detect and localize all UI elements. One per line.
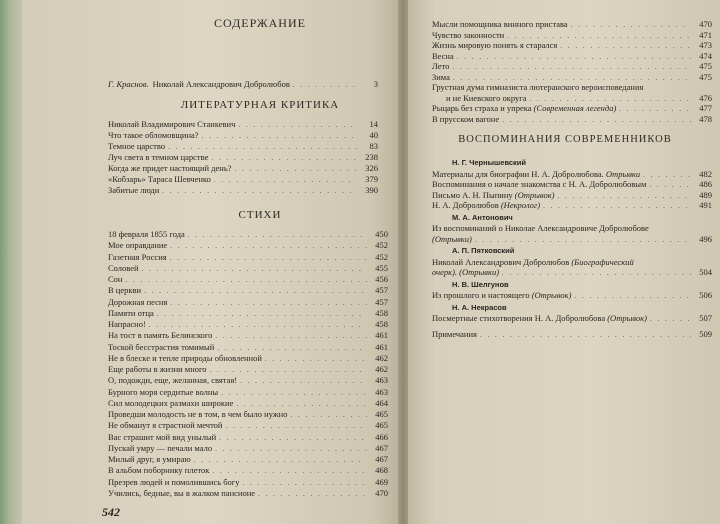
toc-entry-page: 475 (699, 61, 712, 71)
toc-entry[interactable] (108, 329, 388, 341)
toc-entry-title: Учились, бедные, вы в жалком пансионе (108, 487, 256, 498)
toc-entry-notes[interactable] (432, 328, 712, 340)
toc-entry-page: 3 (373, 79, 378, 89)
memoir-author: М. А. Антонович (452, 212, 513, 222)
toc-entry[interactable] (108, 284, 388, 296)
memoirs-heading: ВОСПОМИНАНИЯ СОВРЕМЕННИКОВ (458, 134, 672, 145)
toc-entry-page: 450 (375, 229, 388, 239)
toc-entry-title: Мое оправдание (108, 240, 168, 251)
toc-entry-page: 461 (375, 341, 388, 352)
toc-entry[interactable] (432, 233, 712, 245)
toc-entry-title: Когда же придет настоящий день? (108, 163, 232, 173)
toc-entry[interactable] (108, 431, 388, 443)
toc-entry[interactable] (108, 419, 388, 431)
toc-entry-page: 471 (699, 29, 712, 40)
memoir-author: Н. Г. Чернышевский (452, 158, 527, 167)
toc-entry[interactable] (108, 464, 388, 476)
toc-entry[interactable] (432, 289, 712, 301)
toc-entry-title: Сил молодецких размахи широкие (108, 397, 234, 408)
dot-leader (475, 234, 691, 245)
toc-entry[interactable] (108, 487, 388, 499)
toc-entry-page: 470 (375, 487, 388, 498)
toc-entry-title: Памяти отца (108, 307, 154, 318)
toc-entry-title: Николай Владимирович Станкевич (108, 119, 236, 129)
toc-entry-title: Рыцарь без страха и упрека (Современная легенда) (432, 103, 617, 113)
toc-entry-page: 507 (699, 313, 712, 323)
toc-entry-page: 491 (699, 200, 712, 210)
criticism-heading: ЛИТЕРАТУРНАЯ КРИТИКА (180, 99, 340, 111)
toc-entry-title: Н. А. Добролюбов (Некролог) (432, 200, 541, 210)
toc-entry-title: Письмо А. Н. Пыпину (Отрывок) (432, 189, 555, 200)
memoir-author: А. П. Пятковский (452, 246, 515, 255)
poems-heading: СТИХИ (238, 209, 282, 221)
toc-entry-page: 475 (699, 71, 712, 82)
toc-entry-title: Забитые люди (108, 185, 160, 195)
toc-entry[interactable] (108, 352, 388, 364)
toc-entry-page: 40 (369, 130, 378, 140)
toc-entry[interactable] (432, 312, 712, 324)
toc-entry-page: 467 (375, 454, 388, 464)
toc-entry-page: 238 (365, 152, 378, 162)
toc-entry-title: Чувство законности (432, 29, 505, 40)
toc-entry[interactable] (108, 273, 388, 285)
toc-entry-page: 14 (369, 119, 378, 129)
dot-leader (574, 290, 691, 301)
toc-entry-page: 509 (699, 329, 712, 339)
toc-entry-page: 390 (365, 185, 378, 195)
toc-entry-page: 458 (375, 319, 388, 329)
toc-entry-title: Темное царство (108, 141, 166, 151)
toc-entry-page: 326 (365, 163, 378, 173)
toc-entry-title: Что такое обломовщина? (108, 130, 199, 140)
toc-entry-page: 482 (699, 168, 712, 179)
toc-entry-title: Бурного моря сердитые волны (108, 386, 219, 397)
toc-entry[interactable] (108, 386, 388, 398)
dot-leader (543, 200, 691, 211)
dot-leader (162, 185, 357, 196)
toc-entry-title: Проведши молодость не в том, в чем было нужно (108, 409, 288, 419)
toc-entry[interactable] (432, 199, 712, 211)
toc-entry-line: Николай Александрович Добролюбов (Биографический (432, 256, 634, 267)
toc-entry-page: 379 (365, 174, 378, 184)
dot-leader (502, 267, 691, 278)
toc-entry-title: Не в блеске и тепле природы обновленной (108, 352, 262, 363)
toc-entry-page: 496 (699, 233, 712, 244)
toc-entry-title: Николай Александрович Добролюбов (152, 79, 290, 89)
toc-entry-page: 83 (369, 141, 378, 151)
toc-entry-intro[interactable] (108, 78, 378, 90)
toc-entry-page: 470 (699, 19, 712, 29)
toc-entry-title: Не обманут я страстной мечтой (108, 420, 223, 431)
toc-entry-page: 486 (699, 179, 712, 189)
toc-entry-author: Г. Краснов. (108, 79, 149, 89)
toc-entry-title: «Кобзарь» Тараса Шевченко (108, 174, 211, 184)
toc-entry[interactable] (108, 453, 388, 465)
toc-entry-title: Вас страшит мой вид унылый (108, 431, 217, 442)
toc-entry-title: Посмертные стихотворения Н. А. Добролюбова (Отрывок) (432, 313, 647, 323)
toc-entry-title: Луч света в темном царстве (108, 152, 209, 162)
toc-entry-page: 474 (699, 50, 712, 61)
toc-entry-page: 462 (375, 364, 388, 374)
toc-entry-title: Из прошлого и настоящего (Отрывок) (432, 290, 572, 300)
toc-entry[interactable] (108, 228, 388, 240)
toc-entry-page: 463 (375, 386, 388, 397)
toc-entry-page: 489 (699, 189, 712, 200)
dot-leader (293, 79, 357, 90)
toc-entry[interactable] (108, 262, 388, 274)
memoir-author: Н. В. Шелгунов (452, 279, 509, 289)
toc-entry-title: Тоской бесстрастия томимый (108, 341, 215, 352)
book-gutter (398, 0, 408, 524)
memoir-author: Н. А. Некрасов (452, 302, 507, 312)
toc-entry-title: На тост в память Белинского (108, 330, 213, 341)
toc-entry-title: Лето (432, 61, 450, 71)
book-cover-edge (0, 0, 22, 524)
toc-entry[interactable] (108, 408, 388, 420)
toc-entry[interactable] (108, 442, 388, 454)
toc-entry-title: Еще работы в жизни много (108, 364, 207, 374)
contents-heading: СОДЕРЖАНИЕ (214, 16, 306, 30)
toc-entry-title: 18 февраля 1855 года (108, 229, 185, 239)
toc-entry-title: Пускай умру — печали мало (108, 442, 213, 453)
toc-entry-page: 465 (375, 420, 388, 431)
toc-entry-page: 466 (375, 431, 388, 442)
toc-entry[interactable] (432, 113, 712, 125)
toc-entry-title: и не Киевского округа (446, 92, 527, 103)
toc-entry[interactable] (108, 296, 388, 308)
toc-entry-title: (Отрывки) (432, 233, 472, 244)
toc-entry-title: В прусском вагоне (432, 113, 500, 124)
toc-entry-title: Сон (108, 274, 123, 284)
toc-entry-title: Дорожная песня (108, 296, 168, 307)
toc-entry[interactable] (108, 341, 388, 353)
toc-entry-title: О, подожди, еще, желанная, святая! (108, 375, 238, 386)
toc-entry[interactable] (108, 239, 388, 251)
toc-entry-page: 473 (699, 40, 712, 50)
toc-entry-title: Материалы для биографии Н. А. Добролюбова. Отрывки (432, 168, 641, 179)
dot-leader (502, 114, 691, 125)
toc-entry-page: 455 (375, 262, 388, 273)
toc-entry-line: Из воспоминаний о Николае Александровиче Добролюбове (432, 223, 649, 233)
toc-entry-title: Милый друг, я умираю (108, 454, 191, 464)
toc-entry-page: 478 (699, 113, 712, 124)
dot-leader (258, 488, 367, 499)
toc-entry-title: В альбом поборнику плеток (108, 465, 210, 476)
toc-entry-title: Примечания (432, 329, 477, 339)
toc-entry-page: 456 (375, 274, 388, 284)
toc-entry-title: очерк). (Отрывки) (432, 267, 500, 277)
toc-entry[interactable] (108, 374, 388, 386)
toc-entry-title: Воспоминания о начале знакомства с Н. А. Добролюбовым (432, 179, 647, 189)
toc-entry-page: 504 (699, 267, 712, 277)
toc-entry-line: Грустная дума гимназиста лютеранского вероисповедания (432, 82, 644, 92)
toc-entry-page: 465 (375, 409, 388, 419)
toc-entry-title: Жизнь мировую понять я старался (432, 40, 558, 50)
toc-entry[interactable] (108, 184, 378, 196)
toc-entry-page: 468 (375, 465, 388, 476)
toc-entry-title: Мысли помощника винного пристава (432, 19, 568, 29)
toc-entry-title: Газетная Россия (108, 251, 167, 262)
toc-entry-page: 457 (375, 296, 388, 307)
toc-entry-page: 462 (375, 352, 388, 363)
dot-leader (480, 329, 691, 340)
toc-entry-page: 467 (375, 442, 388, 453)
toc-entry-page: 464 (375, 397, 388, 408)
toc-entry[interactable] (108, 476, 388, 488)
toc-entry[interactable] (108, 363, 388, 375)
toc-entry-page: 452 (375, 251, 388, 262)
toc-entry-page: 506 (699, 290, 712, 300)
toc-entry[interactable] (108, 397, 388, 409)
toc-entry[interactable] (108, 318, 388, 330)
toc-entry-page: 457 (375, 285, 388, 296)
page-number: 542 (102, 505, 120, 519)
toc-entry-page: 458 (375, 307, 388, 318)
toc-entry-title: Зима (432, 71, 450, 82)
toc-entry-title: Соловей (108, 262, 139, 273)
toc-entry-title: Весна (432, 50, 454, 61)
toc-entry-page: 476 (699, 92, 712, 103)
toc-entry[interactable] (432, 266, 712, 278)
toc-entry-page: 452 (375, 240, 388, 251)
toc-entry-page: 463 (375, 375, 388, 386)
toc-entry-page: 461 (375, 330, 388, 341)
toc-entry-page: 477 (699, 103, 712, 113)
toc-entry-title: В церкви (108, 285, 142, 296)
toc-entry-page: 469 (375, 476, 388, 487)
toc-entry[interactable] (108, 251, 388, 263)
dot-leader (650, 313, 691, 324)
toc-entry-title: Напрасно! (108, 319, 146, 329)
toc-entry[interactable] (108, 307, 388, 319)
toc-entry-title: Презрев людей и помолившись богу (108, 476, 240, 487)
